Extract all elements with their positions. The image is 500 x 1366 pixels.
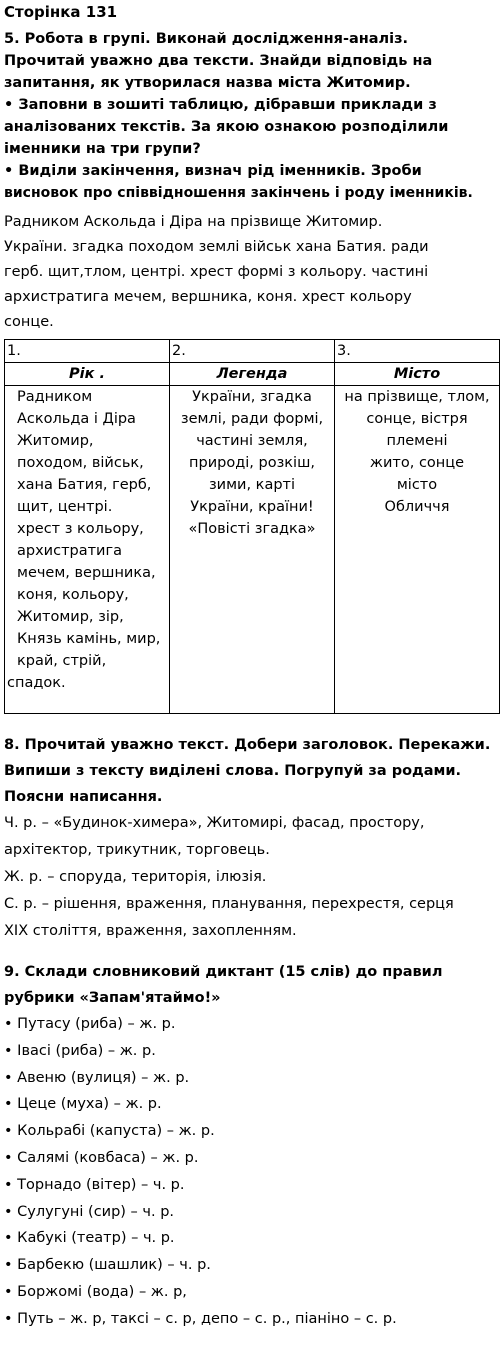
list-item: • Цеце (муха) – ж. р. xyxy=(4,1096,162,1113)
table-row: частині земля, xyxy=(196,433,308,449)
answer-line: сонце. xyxy=(4,314,54,330)
task8-line: Випиши з тексту виділені слова. Погрупуй за родами. xyxy=(4,763,462,779)
col-header-city: Місто xyxy=(335,363,500,386)
table-row: землі, ради формі, xyxy=(180,411,324,427)
task8-line: Поясни написання. xyxy=(4,789,163,805)
answer-line: Радником Аскольда і Діра на прізвище Житомир. xyxy=(4,214,383,230)
answer-line: XIX століття, враження, захопленням. xyxy=(4,923,297,939)
table-row: «Повісті згадка» xyxy=(188,521,316,537)
task5-line: іменники на три групи? xyxy=(4,141,201,157)
list-item: • Путь – ж. р, таксі – с. р, депо – с. р., піаніно – с. р. xyxy=(4,1310,397,1327)
task5-instructions xyxy=(4,28,496,204)
table-row: хана Батия, герб, xyxy=(17,477,152,493)
table-row: походом, військ, xyxy=(17,455,144,471)
list-item: • Барбекю (шашлик) – ч. р. xyxy=(4,1257,211,1274)
table-row: Князь камінь, мир, xyxy=(17,631,161,647)
task5-line: Прочитай уважно два тексти. Знайди відповідь на xyxy=(4,53,433,69)
list-item: • Івасі (риба) – ж. р. xyxy=(4,1042,156,1059)
table-row: України, згадка xyxy=(192,389,312,405)
col-number: 2. xyxy=(170,340,335,363)
answer-line: Ч. р. – «Будинок-химера», Житомирі, фасад, простору, xyxy=(4,815,425,831)
list-item: • Торнадо (вітер) – ч. р. xyxy=(4,1176,185,1193)
table-row: племені xyxy=(386,433,448,449)
task5-line: 5. Робота в групі. Виконай дослідження-аналіз. xyxy=(4,31,409,47)
task5-line: аналізованих текстів. За якою ознакою розподілили xyxy=(4,119,449,135)
page-header: Сторінка 131 xyxy=(4,3,118,21)
col3-cell xyxy=(335,386,500,714)
table-row: мечем, вершника, xyxy=(17,565,156,581)
table-row: місто xyxy=(396,477,438,493)
task5-line: запитання, як утворилася назва міста Житомир. xyxy=(4,75,411,91)
answer-line: герб. щит,тлом, центрі. хрест формі з кольору. частині xyxy=(4,264,429,280)
table-row: Аскольда і Діра xyxy=(17,411,136,427)
table-row: спадок. xyxy=(7,675,66,691)
list-item: • Авеню (вулиця) – ж. р. xyxy=(4,1069,190,1086)
col-header-legend: Легенда xyxy=(170,363,335,386)
table-row: природі, розкіш, xyxy=(189,455,315,471)
table-row: Радником xyxy=(17,389,93,405)
task9-instructions xyxy=(4,959,496,1011)
task8-answer xyxy=(4,810,496,945)
answer-line: С. р. – рішення, враження, планування, перехрестя, серця xyxy=(4,896,454,912)
task9-list xyxy=(4,1011,496,1333)
task9-line: 9. Склади словниковий диктант (15 слів) до правил xyxy=(4,964,443,980)
task8-line: 8. Прочитай уважно текст. Добери заголовок. Перекажи. xyxy=(4,737,491,753)
table-row: Житомир, зір, xyxy=(17,609,124,625)
col1-cell xyxy=(5,386,170,714)
answer-line: Ж. р. – споруда, територія, ілюзія. xyxy=(4,869,267,885)
table-row: на прізвище, тлом, xyxy=(344,389,490,405)
list-item: • Сулугуні (сир) – ч. р. xyxy=(4,1203,175,1220)
col-number: 3. xyxy=(335,340,500,363)
answer-line: України. згадка походом землі військ хана Батия. ради xyxy=(4,239,429,255)
task5-line: • Заповни в зошиті таблицю, дібравши приклади з xyxy=(4,97,437,113)
table-row: Обличчя xyxy=(384,499,450,515)
task5-line: висновок про співвідношення закінчень і роду іменників. xyxy=(4,185,473,201)
table-row: Житомир, xyxy=(17,433,94,449)
list-item: • Кабукі (театр) – ч. р. xyxy=(4,1230,175,1247)
table-row: сонце, вістря xyxy=(366,411,468,427)
col-number: 1. xyxy=(5,340,170,363)
task5-answer xyxy=(4,210,496,335)
table-row: зими, карті xyxy=(208,477,296,493)
table-row: край, стрій, xyxy=(17,653,107,669)
table-row: жито, сонце xyxy=(369,455,465,471)
table-row: архистратига xyxy=(17,543,122,559)
table-row: України, країни! xyxy=(190,499,314,515)
list-item: • Боржомі (вода) – ж. р, xyxy=(4,1283,187,1300)
col-header-year: Рік . xyxy=(5,363,170,386)
list-item: • Путасу (риба) – ж. р. xyxy=(4,1016,176,1032)
answer-line: архітектор, трикутник, торговець. xyxy=(4,842,270,858)
table-row: щит, центрі. xyxy=(17,499,113,515)
task8-instructions xyxy=(4,732,496,810)
task9-line: рубрики «Запам'ятаймо!» xyxy=(4,990,221,1006)
task5-line: • Виділи закінчення, визнач рід іменників. Зроби xyxy=(4,163,422,179)
col2-cell xyxy=(170,386,335,714)
table-row: коня, кольору, xyxy=(17,587,129,603)
list-item: • Кольрабі (капуста) – ж. р. xyxy=(4,1123,215,1140)
analysis-table xyxy=(4,339,500,714)
table-row: хрест з кольору, xyxy=(17,521,144,537)
list-item: • Салямі (ковбаса) – ж. р. xyxy=(4,1149,199,1166)
answer-line: архистратига мечем, вершника, коня. хрест кольору xyxy=(4,289,412,305)
